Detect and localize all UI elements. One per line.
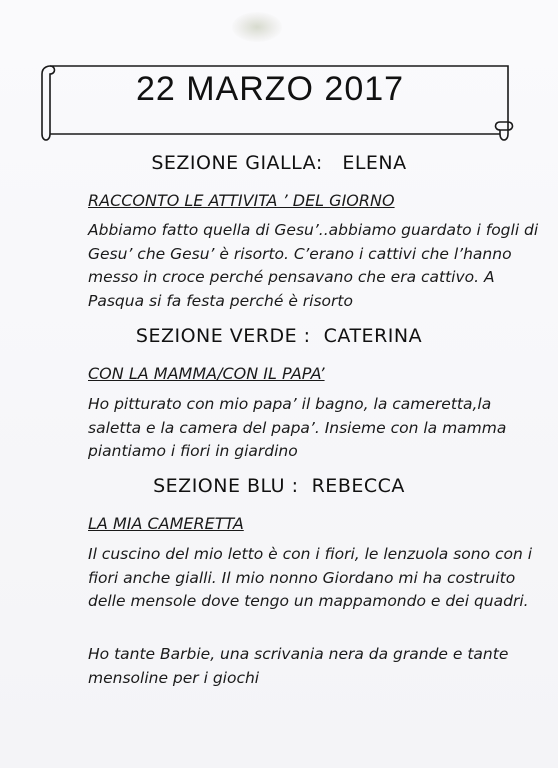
section-paragraph-gialla: Abbiamo fatto quella di Gesu’..abbiamo guardato i fogli di Gesu’ che Gesu’ è risorto. C’erano i cattivi che l’hanno messo in croce perché pensavano che era cattivo. A Pasqua si fa festa perché è risorto — [88, 221, 539, 310]
paper-smudge — [232, 12, 282, 42]
section-paragraph-blu-1: Il cuscino del mio letto è con i fiori, le lenzuola sono con i fiori anche gialli. Il mio nonno Giordano mi ha costruito delle mensole dove tengo un mappamondo e dei quadri. — [88, 545, 533, 610]
section-subtitle-verde: CON LA MAMMA/CON IL PAPA’ — [88, 364, 325, 383]
section-paragraph-verde: Ho pitturato con mio papa’ il bagno, la cameretta,la saletta e la camera del papa’. Insieme con la mamma piantiamo i fiori in giardino — [88, 395, 507, 460]
section-heading-verde: SEZIONE VERDE : CATERINA — [135, 325, 423, 347]
document-title: 22 MARZO 2017 — [135, 70, 405, 108]
section-subtitle-blu: LA MIA CAMERETTA — [88, 514, 244, 533]
section-heading-gialla: SEZIONE GIALLA: ELENA — [151, 152, 407, 174]
section-paragraph-blu-2: Ho tante Barbie, una scrivania nera da grande e tante mensoline per i giochi — [88, 645, 509, 687]
section-subtitle-gialla: RACCONTO LE ATTIVITA ’ DEL GIORNO — [88, 191, 395, 210]
section-heading-blu: SEZIONE BLU : REBECCA — [153, 475, 405, 497]
